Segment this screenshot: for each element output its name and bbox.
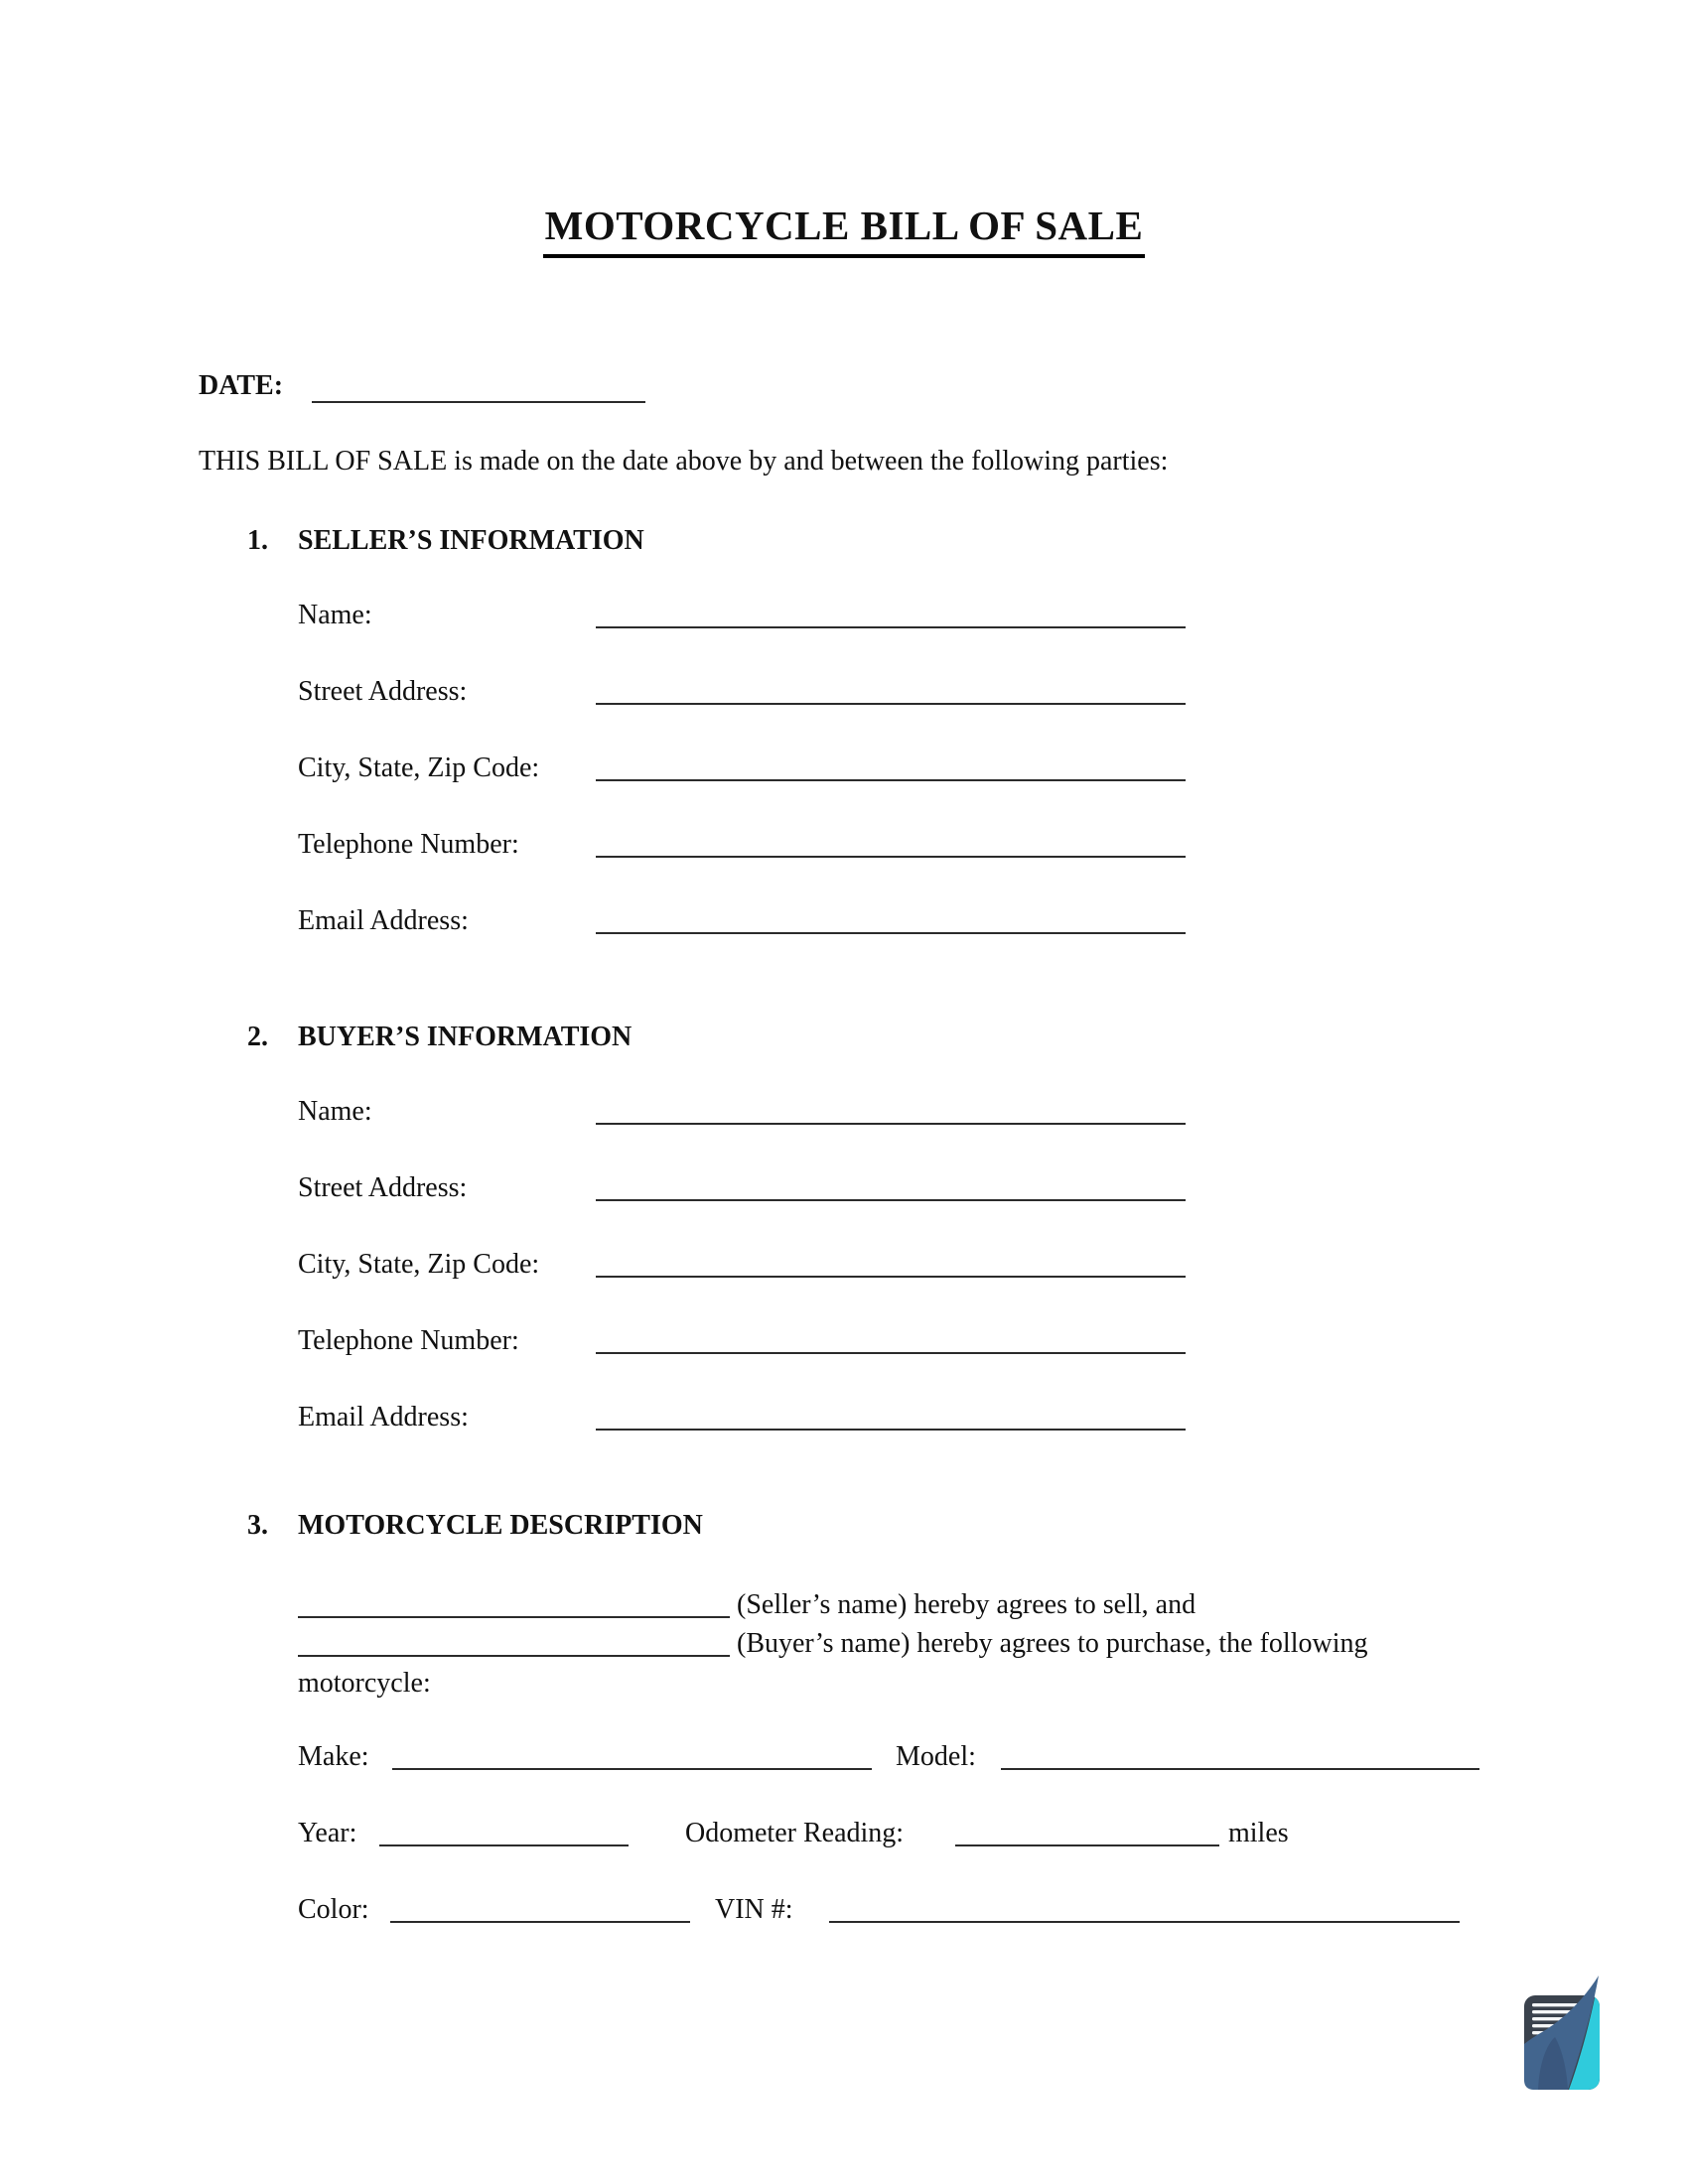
seller-section-number: 1. [247,525,268,556]
date-label: DATE: [199,370,284,401]
buyer-city-state-zip-input-line[interactable] [596,1276,1186,1278]
seller-email-input-line[interactable] [596,932,1186,934]
buyer-telephone-input-line[interactable] [596,1352,1186,1354]
seller-name-label: Name: [298,600,372,630]
model-label: Model: [896,1741,976,1772]
seller-section-heading: SELLER’S INFORMATION [298,525,644,556]
seller-city-state-zip-label: City, State, Zip Code: [298,752,540,783]
year-label: Year: [298,1818,357,1848]
document-title-text: MOTORCYCLE BILL OF SALE [543,202,1146,258]
buyer-city-state-zip-label: City, State, Zip Code: [298,1249,540,1280]
buyer-email-input-line[interactable] [596,1429,1186,1431]
description-continuation: motorcycle: [298,1668,431,1699]
document-title [0,202,1688,258]
buyer-section-number: 2. [247,1022,268,1052]
seller-street-label: Street Address: [298,676,468,707]
color-input-line[interactable] [390,1921,690,1923]
odometer-label: Odometer Reading: [685,1818,905,1848]
vin-label: VIN #: [715,1894,793,1925]
buyer-street-label: Street Address: [298,1172,468,1203]
seller-street-input-line[interactable] [596,703,1186,705]
model-input-line[interactable] [1001,1768,1479,1770]
description-buyer-suffix: (Buyer’s name) hereby agrees to purchase, the following [737,1628,1368,1659]
make-input-line[interactable] [392,1768,872,1770]
date-input-line[interactable] [312,401,645,403]
odometer-unit-label: miles [1228,1818,1289,1848]
vin-input-line[interactable] [829,1921,1460,1923]
buyer-telephone-label: Telephone Number: [298,1325,519,1356]
intro-paragraph: THIS BILL OF SALE is made on the date above by and between the following parties: [199,446,1169,477]
formspal-logo [1522,1972,1602,2091]
buyer-email-label: Email Address: [298,1402,469,1433]
description-seller-suffix: (Seller’s name) hereby agrees to sell, and [737,1589,1196,1620]
buyer-name-input-line[interactable] [596,1123,1186,1125]
description-section-number: 3. [247,1510,268,1541]
buyer-section-heading: BUYER’S INFORMATION [298,1022,633,1052]
seller-email-label: Email Address: [298,905,469,936]
description-section-heading: MOTORCYCLE DESCRIPTION [298,1510,703,1541]
description-buyer-name-input-line[interactable] [298,1655,730,1657]
seller-telephone-label: Telephone Number: [298,829,519,860]
seller-city-state-zip-input-line[interactable] [596,779,1186,781]
buyer-name-label: Name: [298,1096,372,1127]
seller-telephone-input-line[interactable] [596,856,1186,858]
color-label: Color: [298,1894,369,1925]
make-label: Make: [298,1741,369,1772]
year-input-line[interactable] [379,1844,629,1846]
odometer-input-line[interactable] [955,1844,1219,1846]
description-seller-name-input-line[interactable] [298,1616,730,1618]
buyer-street-input-line[interactable] [596,1199,1186,1201]
seller-name-input-line[interactable] [596,626,1186,628]
